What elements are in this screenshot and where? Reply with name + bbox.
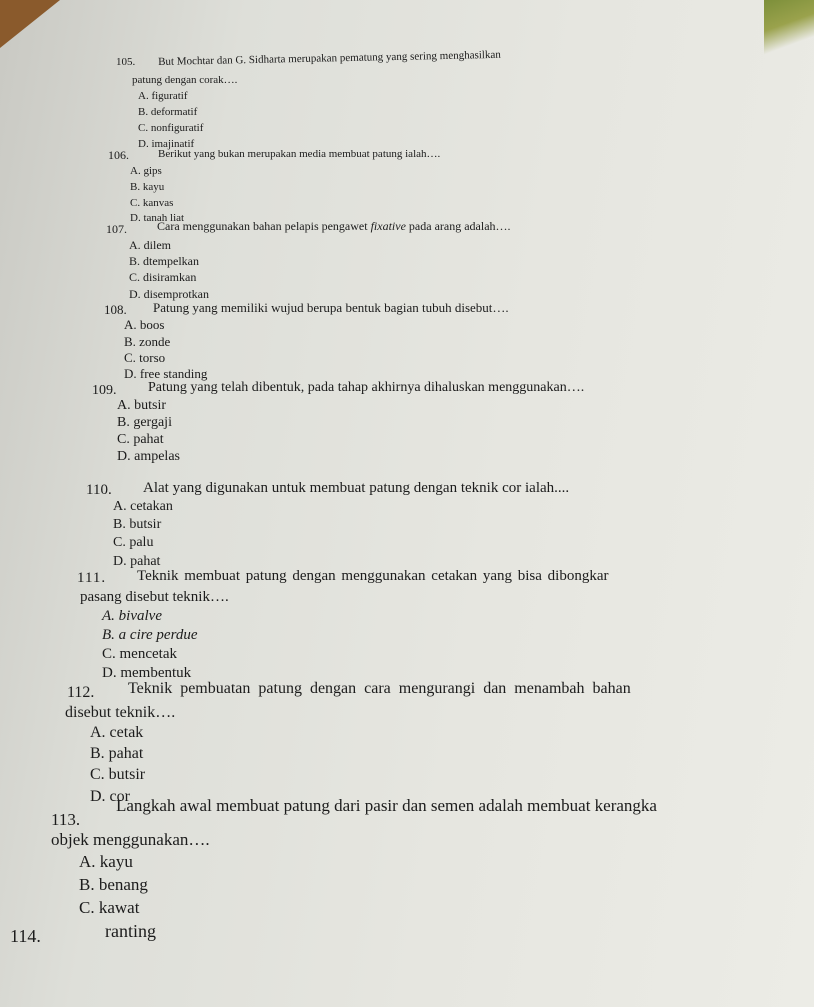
option: B. butsir — [113, 517, 162, 532]
option: A. cetak — [90, 724, 144, 741]
option: A. butsir — [117, 398, 166, 413]
question-text: ranting — [105, 921, 156, 941]
option: B. zonde — [124, 334, 171, 349]
question-text-part: pada arang adalah…. — [405, 219, 511, 233]
question-text: Patung yang memiliki wujud berupa bentuk bagian tubuh disebut…. — [153, 300, 509, 315]
option: C. palu — [113, 535, 154, 550]
question-text-italic: fixative — [370, 219, 406, 233]
question-text: Berikut yang bukan merupakan media membuat patung ialah…. — [158, 148, 441, 160]
option: A. dilem — [129, 238, 171, 252]
question-number: 107. — [106, 222, 127, 236]
background-corner-right — [764, 0, 814, 60]
question-continuation: disebut teknik…. — [65, 704, 176, 721]
question-number: 114. — [10, 926, 41, 946]
option: D. cor — [90, 788, 130, 805]
option: D. disemprotkan — [129, 287, 209, 301]
question-number: 112. — [67, 684, 95, 701]
question-number: 110. — [86, 482, 112, 498]
option: C. nonfiguratif — [138, 122, 204, 134]
option: C. disiramkan — [129, 270, 197, 284]
option: D. free standing — [124, 366, 208, 381]
question-text: Langkah awal membuat patung dari pasir dan semen adalah membuat kerangka — [116, 796, 657, 815]
question-text: Patung yang telah dibentuk, pada tahap akhirnya dihaluskan menggunakan…. — [148, 380, 585, 395]
option: C. mencetak — [102, 646, 177, 662]
option: C. torso — [124, 350, 166, 365]
background-corner-left — [0, 0, 60, 48]
question-number: 105. — [116, 56, 136, 68]
question-continuation: objek menggunakan…. — [51, 830, 210, 849]
option: D. pahat — [113, 554, 161, 569]
option: A. kayu — [79, 852, 133, 871]
question-number: 109. — [92, 383, 117, 398]
option: A. figuratif — [138, 90, 188, 102]
option: D. imajinatif — [138, 138, 195, 150]
question-text: But Mochtar dan G. Sidharta merupakan pematung yang sering menghasilkan — [158, 48, 501, 68]
question-text-part: Cara menggunakan bahan pelapis pengawet — [157, 219, 371, 233]
option: B. dtempelkan — [129, 254, 199, 268]
option: A. gips — [130, 165, 162, 177]
option: B. a cire perdue — [102, 627, 198, 643]
question-number: 111. — [77, 570, 107, 586]
question-continuation: pasang disebut teknik…. — [80, 589, 229, 605]
option: C. pahat — [117, 432, 164, 447]
question-text — [157, 219, 511, 234]
question-text: Teknik membuat patung dengan menggunakan cetakan yang bisa dibongkar — [137, 568, 609, 584]
option: C. kanvas — [130, 197, 174, 209]
option: A. boos — [124, 317, 165, 332]
option: A. cetakan — [113, 499, 173, 514]
question-text: Alat yang digunakan untuk membuat patung dengan teknik cor ialah.... — [143, 480, 570, 496]
option: A. bivalve — [102, 608, 162, 624]
question-continuation: patung dengan corak…. — [132, 74, 238, 86]
option: B. gergaji — [117, 415, 172, 430]
question-text: Teknik pembuatan patung dengan cara mengurangi dan menambah bahan — [128, 680, 631, 697]
option: B. kayu — [130, 181, 165, 193]
question-number: 108. — [104, 302, 127, 317]
option: C. butsir — [90, 766, 146, 783]
option: D. membentuk — [102, 665, 192, 681]
option: D. ampelas — [117, 449, 180, 464]
option: B. benang — [79, 875, 148, 894]
question-number: 113. — [51, 810, 81, 829]
option: B. deformatif — [138, 106, 198, 118]
option: D. tanah liat — [130, 212, 185, 224]
option: C. kawat — [79, 898, 140, 917]
question-number: 106. — [108, 148, 129, 162]
option: B. pahat — [90, 745, 144, 762]
